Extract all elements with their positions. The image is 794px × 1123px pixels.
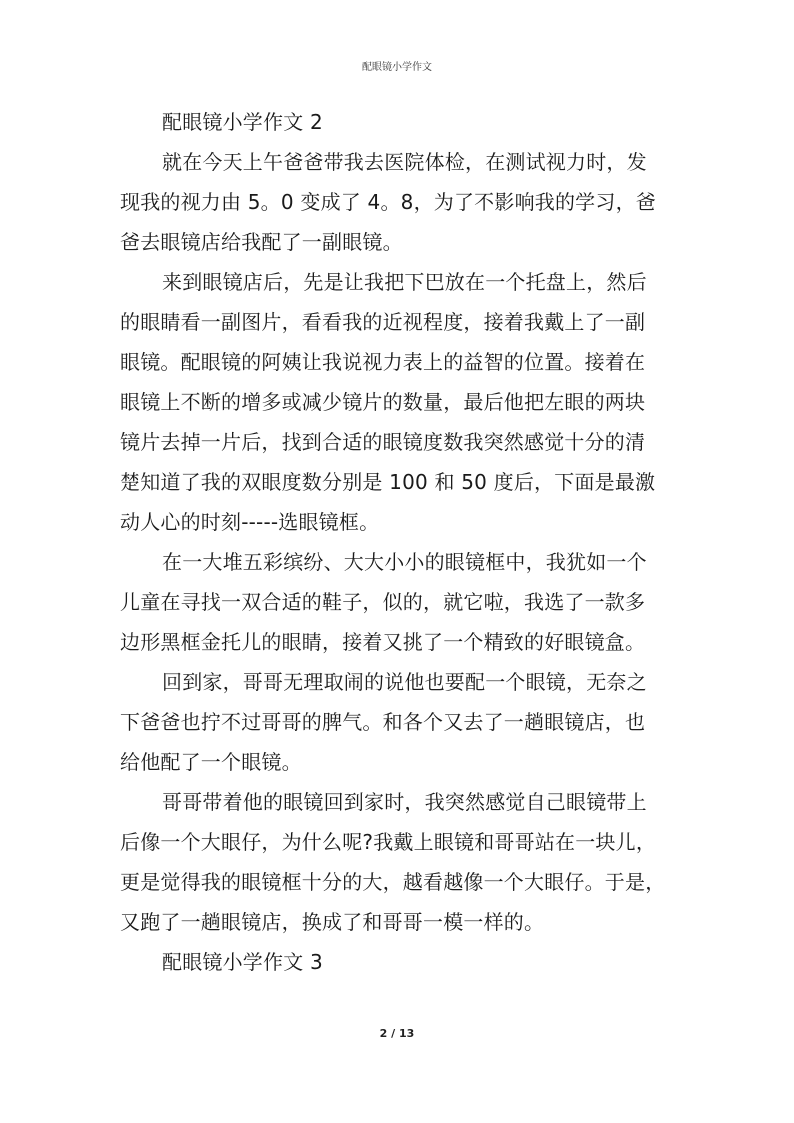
text-line: 儿童在寻找一双合适的鞋子，似的，就它啦，我选了一款多 xyxy=(120,590,646,614)
text-line: 眼镜上不断的增多或减少镜片的数量，最后他把左眼的两块 xyxy=(120,390,646,414)
text-line: 在一大堆五彩缤纷、大大小小的眼镜框中，我犹如一个 xyxy=(162,550,647,574)
text-line: 更是觉得我的眼镜框十分的大，越看越像一个大眼仔。于是， xyxy=(120,870,666,894)
text-line: 回到家，哥哥无理取闹的说他也要配一个眼镜，无奈之 xyxy=(162,670,647,694)
text-line: 边形黑框金托儿的眼睛，接着又挑了一个精致的好眼镜盒。 xyxy=(120,630,646,654)
text-line: 就在今天上午爸爸带我去医院体检，在测试视力时，发 xyxy=(162,150,647,174)
page-number: 2 / 13 xyxy=(379,1027,415,1040)
text-line: 镜片去掉一片后，找到合适的眼镜度数我突然感觉十分的清 xyxy=(120,430,646,454)
text-line: 眼镜。配眼镜的阿姨让我说视力表上的益智的位置。接着在 xyxy=(120,350,646,374)
text-line: 后像一个大眼仔，为什么呢?我戴上眼镜和哥哥站在一块儿， xyxy=(120,830,657,854)
body-text xyxy=(120,102,692,982)
text-line: 配眼镜小学作文 2 xyxy=(162,110,323,134)
text-line: 给他配了一个眼镜。 xyxy=(120,750,302,774)
text-line: 来到眼镜店后，先是让我把下巴放在一个托盘上，然后 xyxy=(162,270,647,294)
text-line: 动人心的时刻-----选眼镜框。 xyxy=(120,510,380,534)
text-line: 现我的视力由 5。0 变成了 4。8，为了不影响我的学习，爸 xyxy=(120,190,656,214)
text-line: 配眼镜小学作文 3 xyxy=(162,950,323,974)
text-line: 楚知道了我的双眼度数分别是 100 和 50 度后，下面是最激 xyxy=(120,470,656,494)
text-line: 又跑了一趟眼镜店，换成了和哥哥一模一样的。 xyxy=(120,910,545,934)
text-line: 下爸爸也拧不过哥哥的脾气。和各个又去了一趟眼镜店，也 xyxy=(120,710,646,734)
text-line: 的眼睛看一副图片，看看我的近视程度，接着我戴上了一副 xyxy=(120,310,646,334)
text-line: 哥哥带着他的眼镜回到家时，我突然感觉自己眼镜带上 xyxy=(162,790,647,814)
running-header: 配眼镜小学作文 xyxy=(362,62,432,73)
text-line: 爸去眼镜店给我配了一副眼镜。 xyxy=(120,230,403,254)
